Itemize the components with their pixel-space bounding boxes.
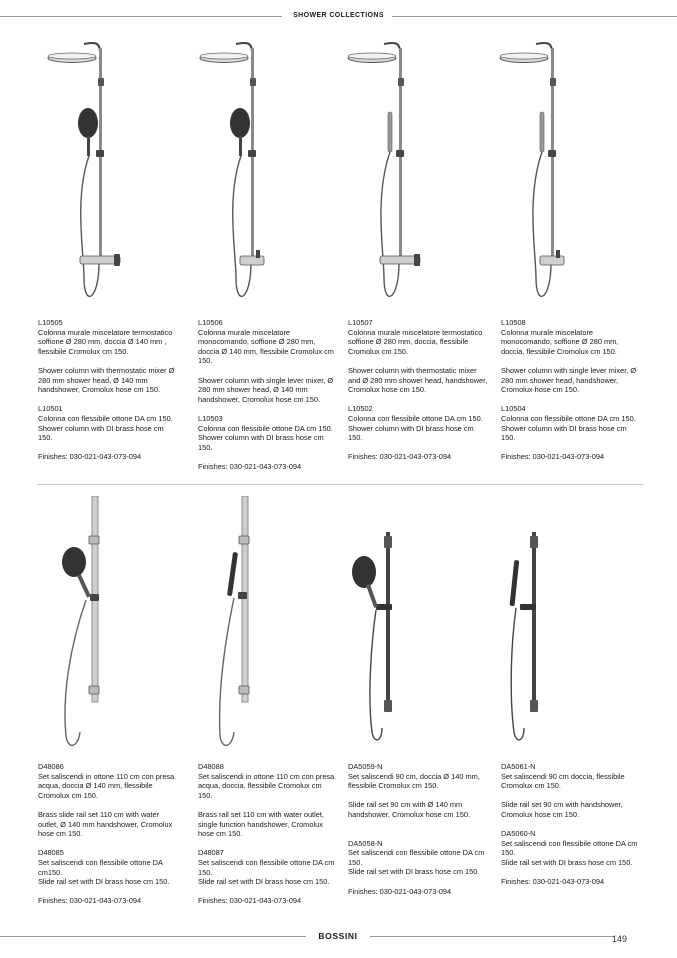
product-block xyxy=(348,318,488,462)
finishes: Finishes: 030-021-043-073-094 xyxy=(198,896,302,906)
alt-product-code: D48087 xyxy=(198,848,224,858)
alt-product-code: DA5060-N xyxy=(501,829,536,839)
product-block xyxy=(38,762,178,906)
slide-rail-set-90-stick-icon xyxy=(502,532,562,748)
finishes: Finishes: 030-021-043-073-094 xyxy=(501,877,605,887)
slide-rail-set-110-stick-icon xyxy=(210,496,270,752)
product-code: L10506 xyxy=(198,318,223,327)
alt-description-english: Slide rail set with DI brass hose cm 150. xyxy=(198,877,330,887)
shower-column-thermostatic-stick-icon xyxy=(344,38,434,310)
finishes: Finishes: 030-021-043-073-094 xyxy=(501,452,605,462)
product-block xyxy=(198,762,338,906)
alt-description-english: Shower column with DI brass hose cm 150. xyxy=(38,423,164,443)
footer-rule-left xyxy=(0,936,306,937)
alt-product-code: L10501 xyxy=(38,404,63,414)
alt-description-italian: Colonna con flessibile ottone DA cm 150. xyxy=(501,413,636,423)
slide-rail-set-90-handshower-icon xyxy=(346,532,406,748)
product-block xyxy=(501,762,641,887)
alt-description-italian: Colonna con flessibile ottone DA cm 150. xyxy=(38,413,173,423)
description-italian: Set saliscendi in ottone 110 cm con presa acqua, doccia, flessibile Cromolux cm 150. xyxy=(198,771,335,800)
alt-description-english: Slide rail set with DI brass hose cm 150. xyxy=(501,857,633,867)
alt-description-italian: Set saliscendi con flessibile ottone DA cm 150. xyxy=(501,838,638,858)
description-italian: Set saliscendi 90 cm, doccia Ø 140 mm, flessibile Cromolux cm 150. xyxy=(348,771,480,791)
description-italian: Colonna murale miscelatore monocomando, soffione Ø 280 mm, doccia Ø 140 mm, flessibile Cromolux cm 150. xyxy=(198,327,334,366)
product-code: D48086 xyxy=(38,762,64,771)
alt-description-italian: Set saliscendi con flessibile ottone DA cm 150. xyxy=(348,848,485,867)
alt-description-italian: Set saliscendi con flessibile ottone DA cm150. xyxy=(38,857,163,877)
product-block xyxy=(501,318,641,462)
description-english: Shower column with single lever mixer, Ø 280 mm shower head, Ø 140 mm handshower, Cromolux hose cm 150. xyxy=(198,375,334,404)
product-code: DA5061-N xyxy=(501,762,536,771)
alt-description-english: Shower column with DI brass hose cm 150. xyxy=(501,423,627,443)
brand-logo: BOSSINI xyxy=(318,931,358,941)
alt-description-english: Shower column with DI brass hose cm 150. xyxy=(198,433,324,452)
description-italian: Colonna murale miscelatore monocomando, soffione Ø 280 mm, doccia, flessibile Cromolux cm 150. xyxy=(501,327,619,356)
product-block xyxy=(38,318,178,462)
description-italian: Colonna murale miscelatore termostatico soffione Ø 280 mm, doccia Ø 140 mm , flessibile Cromolux cm 150. xyxy=(38,327,173,356)
product-block xyxy=(198,318,338,472)
finishes: Finishes: 030-021-043-073-094 xyxy=(348,452,452,462)
alt-description-english: Slide rail set with DI brass hose cm 150. xyxy=(38,877,170,887)
section-divider xyxy=(38,484,644,485)
alt-description-italian: Set saliscendi con flessibile ottone DA cm 150. xyxy=(198,857,335,877)
alt-product-code: D48085 xyxy=(38,848,64,858)
footer-rule-right xyxy=(370,936,615,937)
alt-product-code: DA5058-N xyxy=(348,838,383,848)
alt-product-code: L10504 xyxy=(501,404,526,414)
description-english: Slide rail set 90 cm with Ø 140 mm handshower, Cromolux hose cm 150. xyxy=(348,800,471,819)
alt-description-english: Shower column with DI brass hose cm 150. xyxy=(348,423,474,443)
alt-product-code: L10503 xyxy=(198,413,223,423)
shower-column-single-lever-stick-icon xyxy=(496,38,586,310)
slide-rail-set-110-handshower-icon xyxy=(52,496,112,752)
description-english: Shower column with single lever mixer, Ø 280 mm shower head, handshower, Cromolux hose cm 150. xyxy=(501,365,637,395)
description-english: Brass slide rail set 110 cm with water outlet, Ø 140 mm handshower, Cromolux hose cm 150. xyxy=(38,809,173,839)
product-code: D48088 xyxy=(198,762,224,771)
product-code: L10505 xyxy=(38,318,63,327)
finishes: Finishes: 030-021-043-073-094 xyxy=(348,886,452,896)
product-block xyxy=(348,762,488,896)
alt-product-code: L10502 xyxy=(348,404,373,414)
description-english: Slide rail set 90 cm with handshower, Cromolux hose cm 150. xyxy=(501,800,623,819)
description-english: Brass rail set 110 cm with water outlet, single function handshower, Cromolux hose cm 150. xyxy=(198,809,324,839)
description-italian: Colonna murale miscelatore termostatico soffione Ø 280 mm, doccia, flessibile Cromolux cm 150. xyxy=(348,327,483,356)
shower-column-thermostatic-handshower-icon xyxy=(44,38,134,310)
product-code: L10507 xyxy=(348,318,373,327)
shower-column-single-lever-handshower-icon xyxy=(196,38,286,310)
description-italian: Set saliscendi 90 cm doccia, flessibile Cromolux cm 150. xyxy=(501,771,625,791)
description-english: Shower column with thermostatic mixer Ø 280 mm shower head, Ø 140 mm handshower, Cromolux hose cm 150. xyxy=(38,365,175,395)
product-code: DA5059-N xyxy=(348,762,383,771)
finishes: Finishes: 030-021-043-073-094 xyxy=(38,452,142,462)
page-title: SHOWER COLLECTIONS xyxy=(0,12,677,19)
alt-description-italian: Colonna con flessibile ottone DA cm 150. xyxy=(198,423,333,433)
alt-description-english: Slide rail set with DI brass hose cm 150. xyxy=(348,867,480,877)
description-italian: Set saliscendi in ottone 110 cm con presa acqua, doccia Ø 140 mm, flessibile Cromolux cm 150. xyxy=(38,771,175,800)
finishes: Finishes: 030-021-043-073-094 xyxy=(198,461,302,471)
description-english: Shower column with thermostatic mixer and Ø 280 mm shower head, handshower, Cromolux hose cm 150. xyxy=(348,365,488,395)
page-number: 149 xyxy=(612,934,628,944)
finishes: Finishes: 030-021-043-073-094 xyxy=(38,896,142,906)
alt-description-italian: Colonna con flessibile ottone DA cm 150. xyxy=(348,413,483,423)
product-code: L10508 xyxy=(501,318,526,327)
